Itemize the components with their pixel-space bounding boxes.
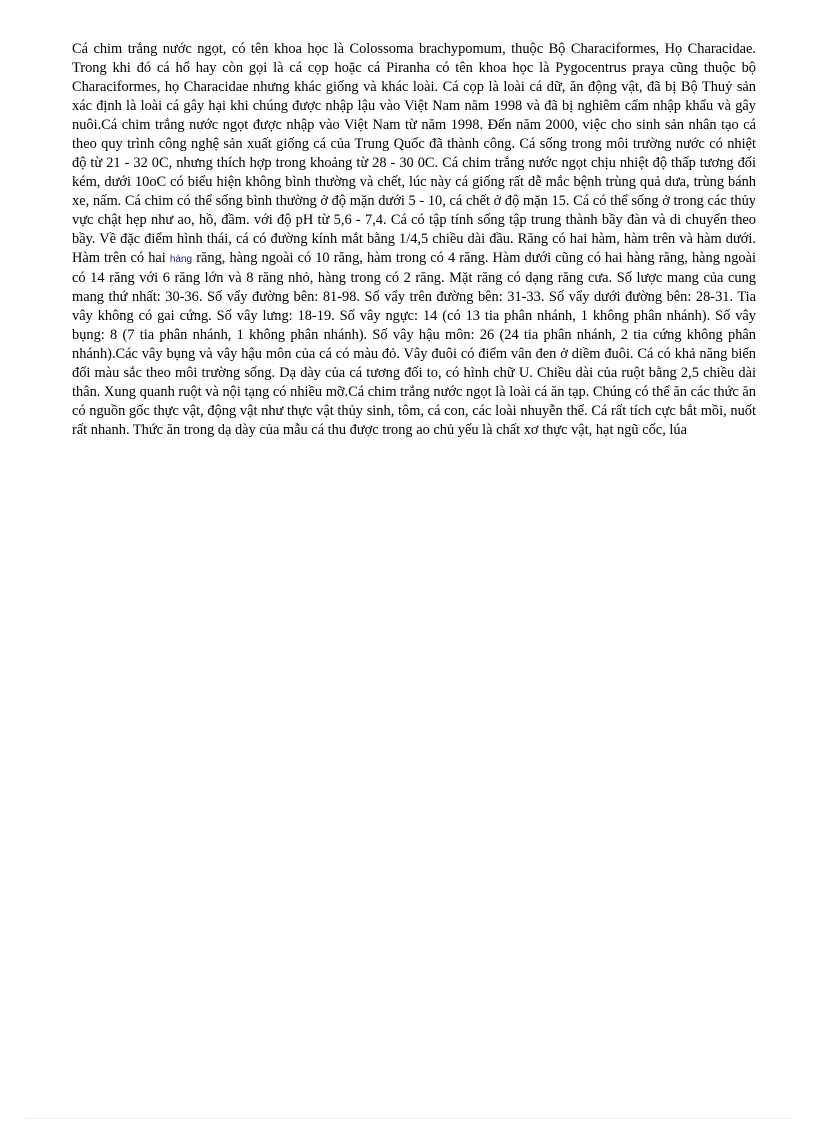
paragraph-text-part-2: răng, hàng ngoài có 10 răng, hàm trong có 4 răng. Hàm dưới cũng có hai hàng răng, hàng ngoài có 14 răng với 6 răng lớn và 8 răng nhỏ, hàng trong có 2 răng. Mặt răng có dạng răng cưa. Số lược mang của cung mang thứ nhất: 30-36. Số vẩy đường bên: 81-98. Số vẩy trên đường bên: 31-33. Số vẩy dưới đường bên: 28-31. Tia vây không có gai cứng. Số vây lưng: 18-19. Số vây ngực: 14 (có 13 tia phân nhánh, 1 không phân nhánh). Số vây bụng: 8 (7 tia phân nhánh, 1 không phân nhánh). Số vây hậu môn: 26 (24 tia phân nhánh, 2 tia cứng không phân nhánh).Các vây bụng và vây hậu môn của cá có màu đỏ. Vây đuôi có điểm vân đen ở diềm đuôi. Cá có khả năng biến đổi màu sắc theo môi trường sống. Dạ dày của cá tương đối to, có hình chữ U. Chiều dài của ruột bằng 2,5 chiều dài thân. Xung quanh ruột và nội tạng có nhiều mỡ.Cá chim trắng nước ngọt là loài cá ăn tạp. Chúng có thể ăn các thức ăn có nguồn gốc thực vật, động vật như thực vật thủy sinh, tôm, cá con, các loài nhuyễn thể. Cá rất tích cực bắt mồi, nuốt rất nhanh. Thức ăn trong dạ dày của mẫu cá thu được trong ao chủ yếu là chất xơ thực vật, hạt ngũ cốc, lúa — [72, 250, 756, 438]
inline-word-hang: hàng — [169, 254, 193, 265]
body-paragraph — [72, 40, 756, 440]
paragraph-text-part-1: Cá chim trắng nước ngọt, có tên khoa học là Colossoma brachypomum, thuộc Bộ Characiformes, Họ Characidae. Trong khi đó cá hổ hay còn gọi là cá cọp hoặc cá Piranha có tên khoa học là Pygocentrus praya cũng thuộc bộ Characiformes, họ Characidae nhưng khác giống và khác loài. Cá cọp là loài cá dữ, ăn động vật, đã bị Bộ Thuỷ sản xác định là loài cá gây hại khi chúng được nhập lậu vào Việt Nam năm 1998 và đã bị nghiêm cấm nhập khẩu và gây nuôi.Cá chim trắng nước ngọt được nhập vào Việt Nam từ năm 1998. Đến năm 2000, việc cho sinh sản nhân tạo cá theo quy trình công nghệ sản xuất giống cá của Trung Quốc đã thành công. Cá sống trong môi trường nước có nhiệt độ từ 21 - 32 0C, nhưng thích hợp trong khoảng từ 28 - 30 0C. Cá chim trắng nước ngọt chịu nhiệt độ thấp tương đối kém, dưới 10oC có biểu hiện không bình thường và chết, lúc này cá giống rất dễ mắc bệnh trùng quả dưa, trùng bánh xe, nấm. Cá chim có thể sống bình thường ở độ mặn dưới 5 - 10, cá chết ở độ mặn 15. Cá có thể sống ở trong các thủy vực chật hẹp như ao, hồ, đầm. với độ pH từ 5,6 - 7,4. Cá có tập tính sống tập trung thành bầy đàn và di chuyển theo bầy. Về đặc điểm hình thái, cá có đường kính mắt bằng 1/4,5 chiều dài đầu. Răng có hai hàm, hàm trên và hàm dưới. Hàm trên có hai — [72, 41, 756, 266]
page-bottom-divider — [24, 1118, 792, 1119]
